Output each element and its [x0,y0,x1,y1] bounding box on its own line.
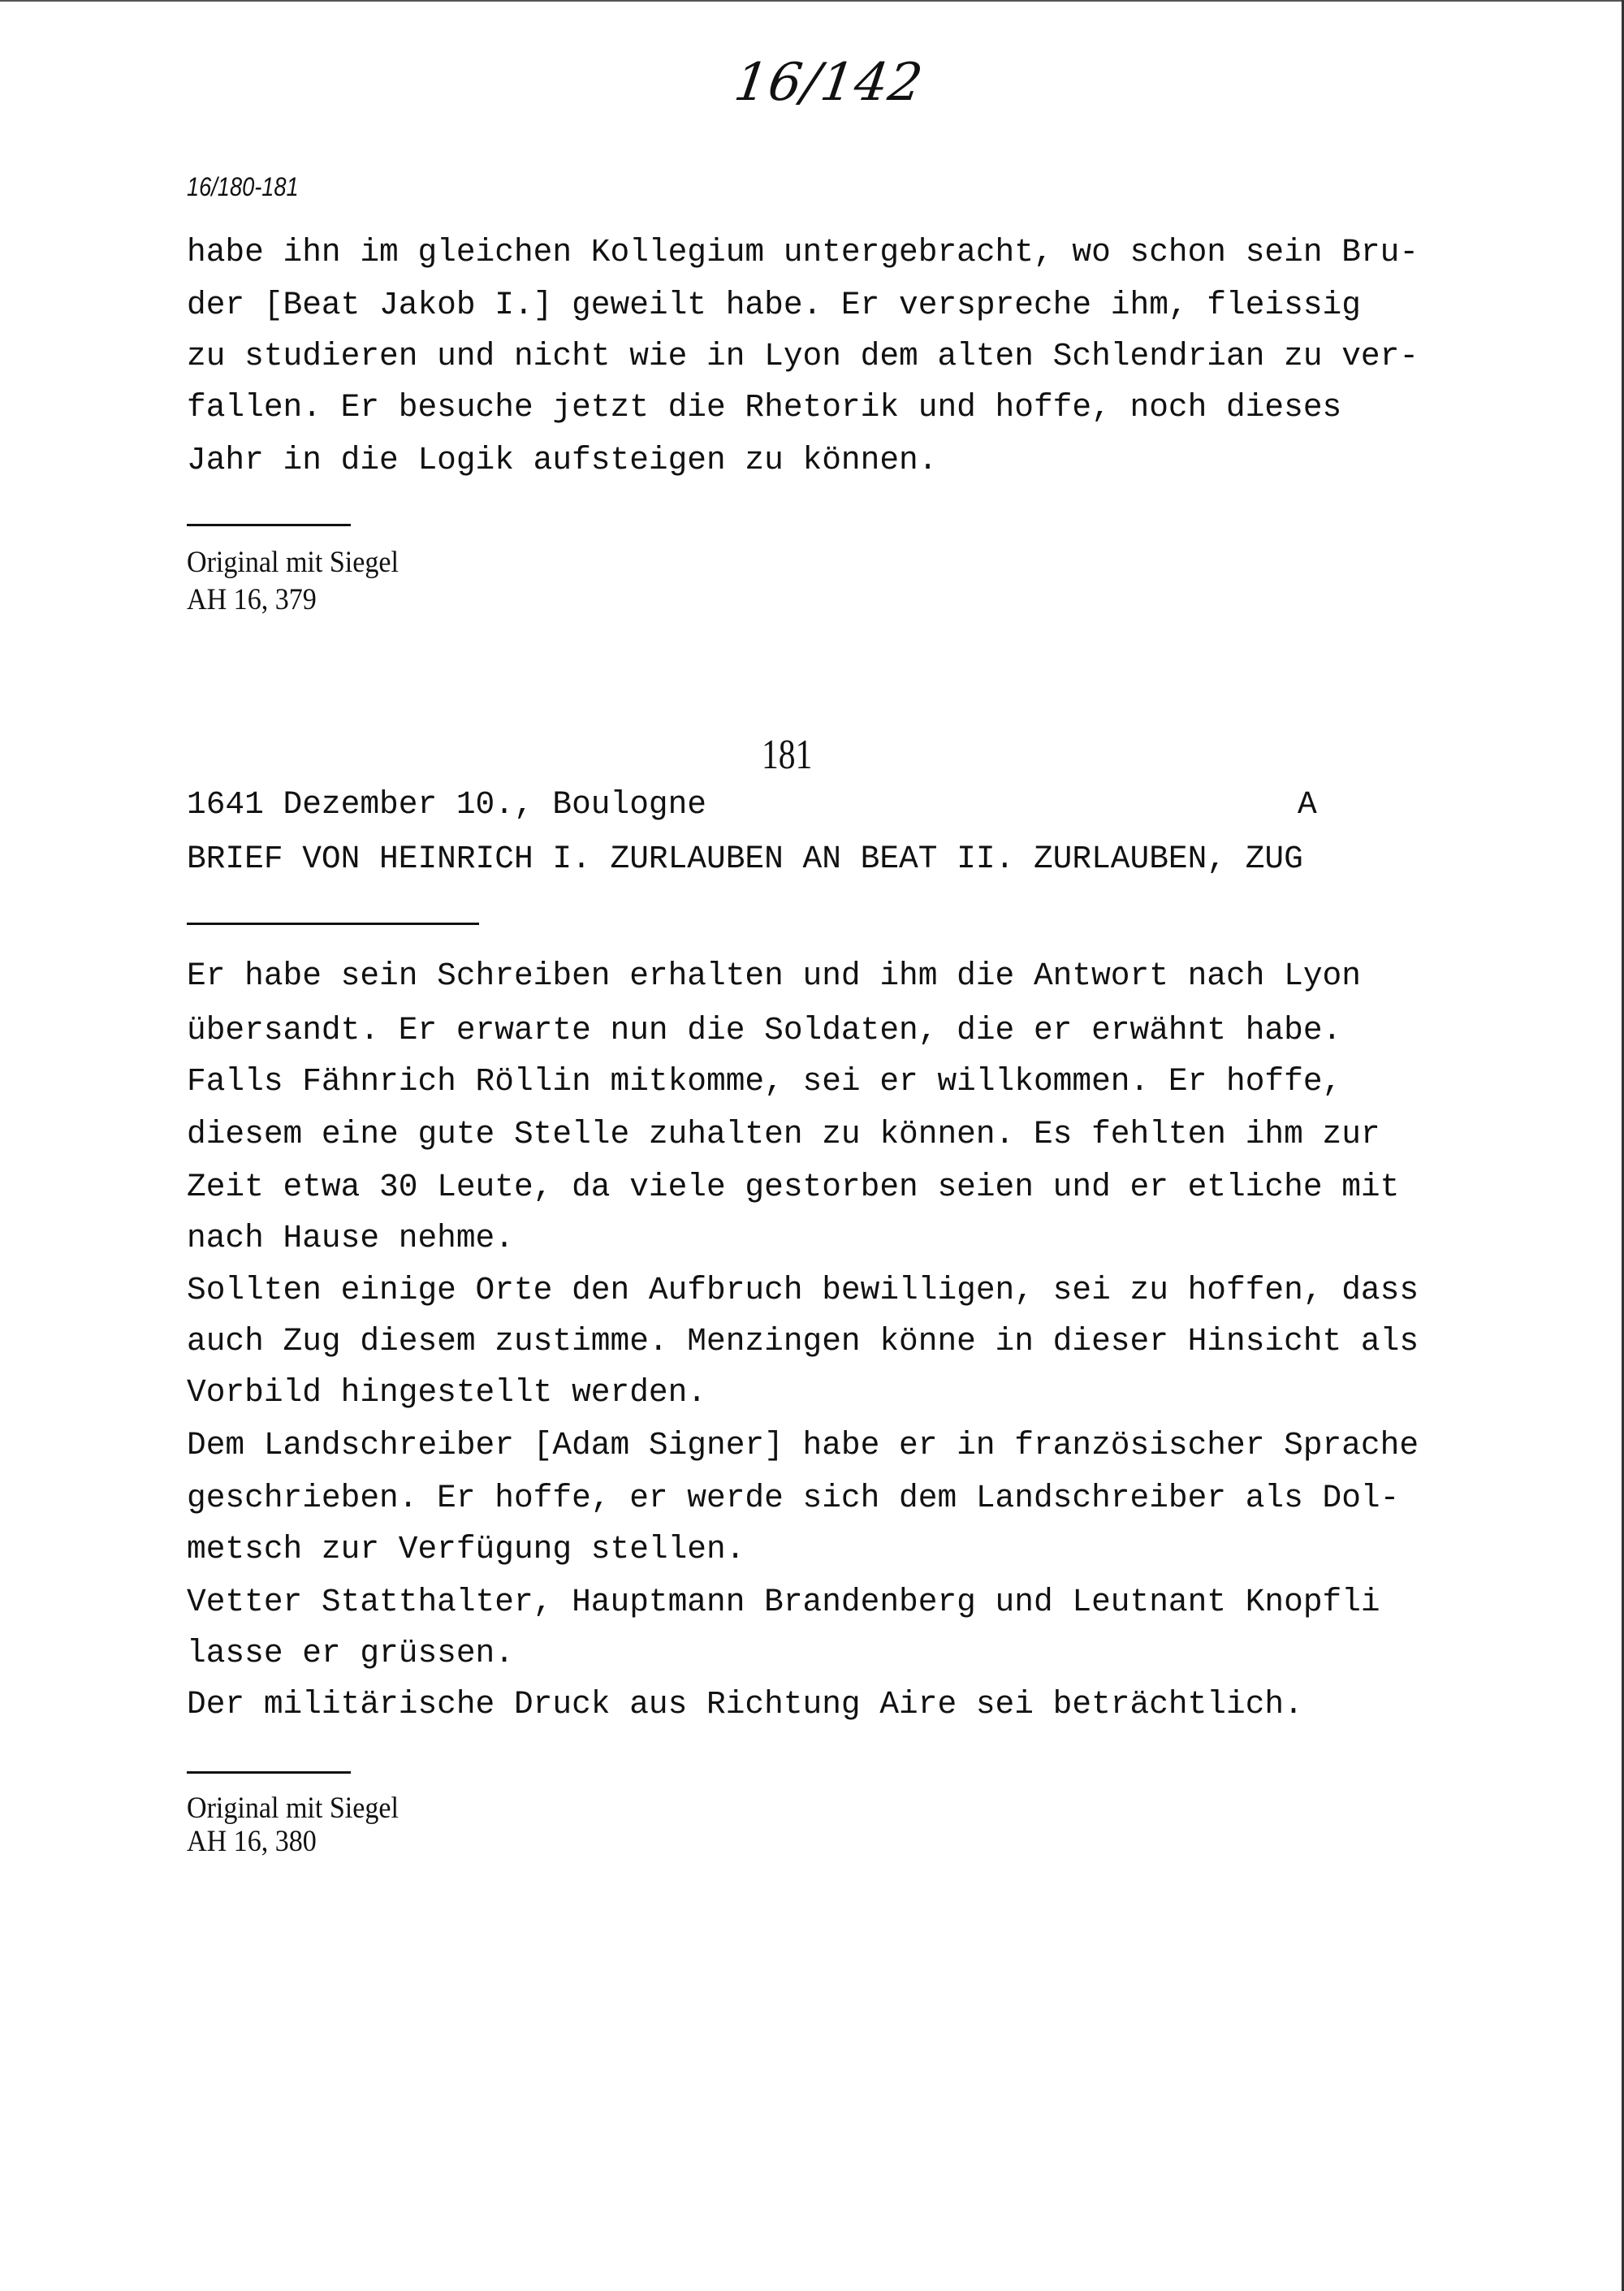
text-line: zu studieren und nicht wie in Lyon dem alten Schlendrian zu ver- [187,338,1419,374]
page-reference: 16/180-181 [187,172,299,201]
text-line: geschrieben. Er hoffe, er werde sich dem Landschreiber als Dol- [187,1480,1400,1516]
text-line: Falls Fähnrich Röllin mitkomme, sei er willkommen. Er hoffe, [187,1063,1342,1100]
text-line: Jahr in die Logik aufsteigen zu können. [187,442,938,478]
text-line: diesem eine gute Stelle zuhalten zu können. Es fehlten ihm zur [187,1116,1380,1152]
text-line: lasse er grüssen. [187,1635,514,1671]
text-line: habe ihn im gleichen Kollegium untergebracht, wo schon sein Bru- [187,234,1419,270]
text-line: metsch zur Verfügung stellen. [187,1531,745,1567]
archive-reference: AH 16, 380 [187,1825,317,1858]
entry-title: BRIEF VON HEINRICH I. ZURLAUBEN AN BEAT II. ZURLAUBEN, ZUG [187,841,1303,877]
text-line: Zeit etwa 30 Leute, da viele gestorben seien und er etliche mit [187,1169,1400,1205]
archive-reference: AH 16, 379 [187,583,317,616]
text-line: Er habe sein Schreiben erhalten und ihm die Antwort nach Lyon [187,957,1361,994]
text-line: auch Zug diesem zustimme. Menzingen könne in dieser Hinsicht als [187,1323,1419,1359]
text-line: Sollten einige Orte den Aufbruch bewilligen, sei zu hoffen, dass [187,1272,1419,1308]
footnote-rule [187,1771,351,1774]
footnote-rule [187,524,351,526]
text-line: fallen. Er besuche jetzt die Rhetorik und hoffe, noch dieses [187,389,1342,426]
source-note: Original mit Siegel [187,1792,399,1825]
text-line: Der militärische Druck aus Richtung Aire sei beträchtlich. [187,1686,1303,1723]
text-line: Vetter Statthalter, Hauptmann Brandenberg und Leutnant Knopfli [187,1584,1380,1620]
entry-date-place: 1641 Dezember 10., Boulogne [187,786,707,823]
text-line: der [Beat Jakob I.] geweilt habe. Er verspreche ihm, fleissig [187,287,1361,323]
entry-marker: A [1298,786,1317,823]
handwritten-folio-number: 16/142 [730,53,927,113]
text-line: übersandt. Er erwarte nun die Soldaten, die er erwähnt habe. [187,1012,1342,1048]
text-line: Vorbild hingestellt werden. [187,1374,707,1411]
title-rule [187,923,479,925]
source-note: Original mit Siegel [187,546,399,579]
scan-edge-top [0,0,1624,2]
text-line: nach Hause nehme. [187,1220,514,1256]
text-line: Dem Landschreiber [Adam Signer] habe er in französischer Sprache [187,1427,1419,1463]
entry-number: 181 [762,732,813,778]
